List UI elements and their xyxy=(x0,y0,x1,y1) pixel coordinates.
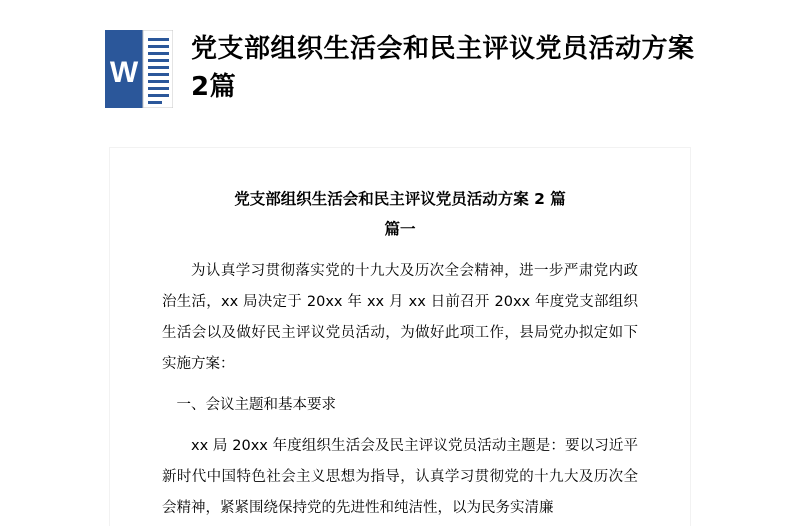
document-title: 党支部组织生活会和民主评议党员活动方案 2 篇 xyxy=(234,190,566,208)
document-paragraph: xx 局 20xx 年度组织生活会及民主评议党员活动主题是：要以习近平新时代中国特色社会主义思想为指导，认真学习贯彻党的十九大及历次全会精神，紧紧围绕保持党的先进性和纯洁性，以为民务实清廉 xyxy=(162,438,638,516)
document-body xyxy=(110,148,690,526)
svg-text:W: W xyxy=(109,56,139,89)
document-paragraph: 为认真学习贯彻落实党的十九大及历次全会精神，进一步严肃党内政治生活，xx 局决定于 20xx 年 xx 月 xx 日前召开 20xx 年度党支部组织生活会以及做好民主评议党员活动，为做好此项工作，县局党办拟定如下实施方案： xyxy=(162,263,638,372)
word-document-icon xyxy=(105,30,173,108)
document-header xyxy=(0,0,800,140)
document-section-heading: 一、会议主题和基本要求 xyxy=(176,397,336,413)
document-subtitle: 篇一 xyxy=(384,220,416,238)
page-title: 党支部组织生活会和民主评议党员活动方案2篇 xyxy=(191,34,695,102)
